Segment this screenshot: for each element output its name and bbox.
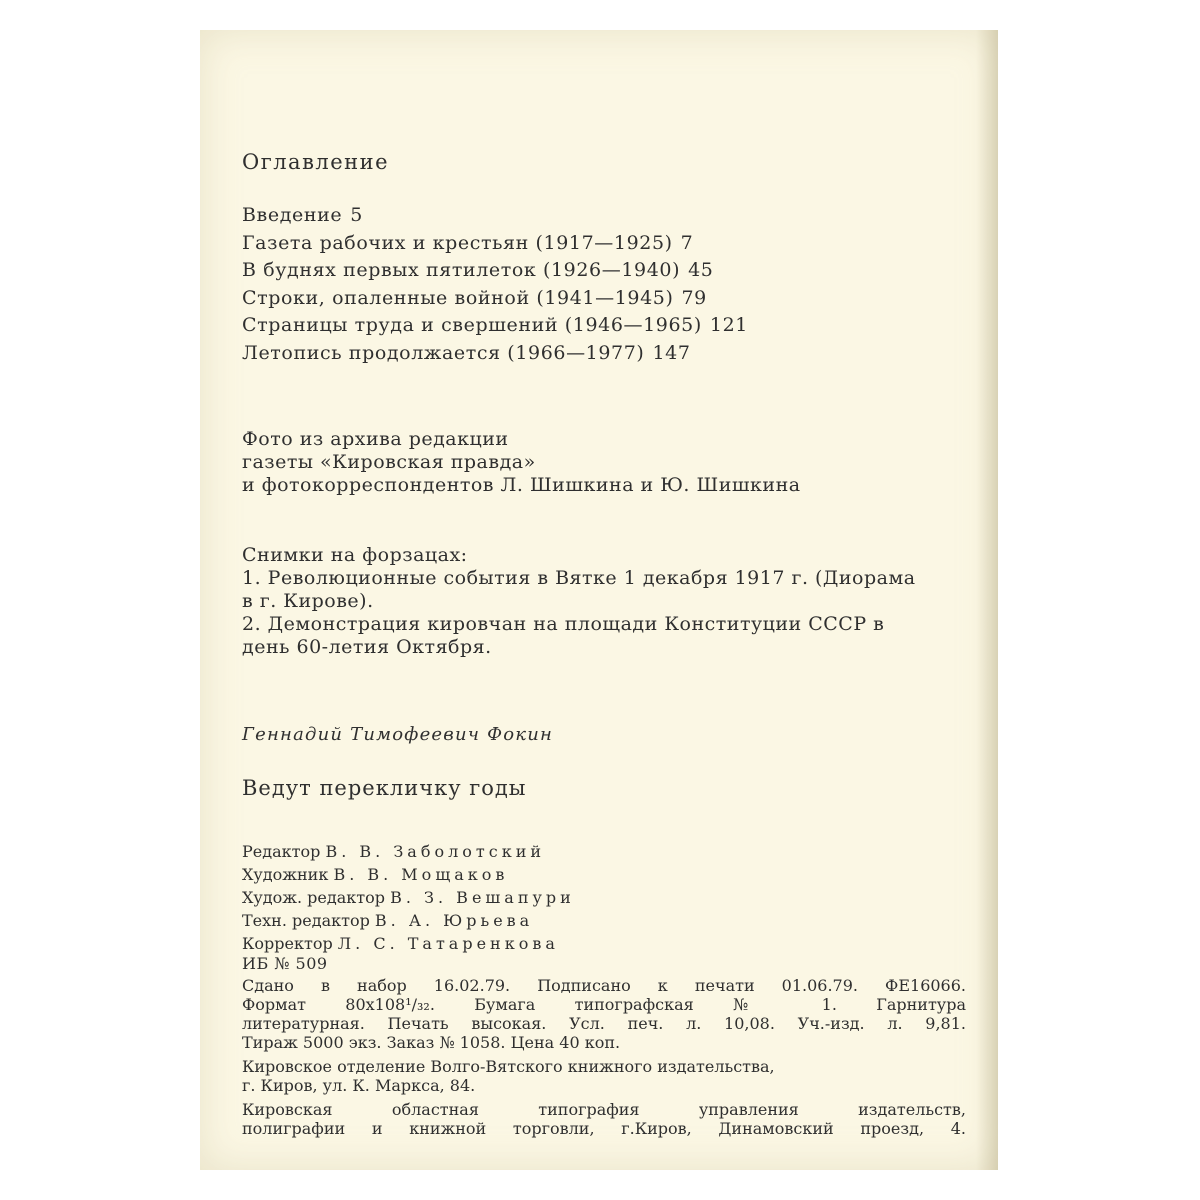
endpaper-line: 2. Демонстрация кировчан на площади Конституции СССР в — [242, 613, 885, 635]
credits-line: газеты «Кировская правда» — [242, 451, 536, 473]
imprint-line: Сдано в набор 16.02.79. Подписано к печати 01.06.79. ФЕ16066. — [242, 976, 966, 995]
toc-item — [242, 230, 748, 258]
printer-line: полиграфии и книжной торговли, г.Киров, Динамовский проезд, 4. — [242, 1119, 966, 1138]
toc-item-label: Страницы труда и свершений (1946—1965) — [242, 314, 702, 336]
staff-list — [242, 840, 942, 955]
table-of-contents — [242, 202, 748, 367]
staff-row — [242, 863, 942, 886]
imprint-line: Тираж 5000 экз. Заказ № 1058. Цена 40 коп. — [242, 1033, 621, 1052]
toc-item-label: Строки, опаленные войной (1941—1945) — [242, 286, 674, 309]
endpaper-line: день 60-летия Октября. — [242, 636, 492, 658]
staff-name: Л. С. Татаренкова — [337, 934, 559, 953]
credits-line: Фото из архива редакции — [242, 428, 509, 450]
toc-item — [242, 340, 748, 368]
endpaper-line: 1. Революционные события в Вятке 1 декабря 1917 г. (Диорама — [242, 567, 916, 589]
toc-item-page: 5 — [350, 204, 363, 226]
toc-item-label: Введение — [242, 204, 343, 226]
staff-role: Редактор — [242, 842, 321, 861]
staff-row — [242, 840, 942, 863]
endpaper-captions — [242, 544, 967, 659]
publisher-line: г. Киров, ул. К. Маркса, 84. — [242, 1076, 476, 1095]
endpaper-heading: Снимки на форзацах: — [242, 544, 468, 566]
staff-row — [242, 909, 942, 932]
toc-item — [242, 312, 748, 340]
toc-item-label: Газета рабочих и крестьян (1917—1925) — [242, 231, 673, 254]
staff-role: Корректор — [242, 934, 333, 953]
imprint-line: Формат 80х108¹/₃₂. Бумага типографская № 1. Гарнитура — [242, 995, 966, 1014]
book-page — [200, 30, 998, 1170]
endpaper-line: в г. Кирове). — [242, 590, 374, 612]
toc-item — [242, 202, 748, 230]
staff-name: В. З. Вешапури — [390, 888, 575, 907]
credits-line: и фотокорреспондентов Л. Шишкина и Ю. Шишкина — [242, 474, 801, 496]
printer-line: Кировская областная типография управления издательств, — [242, 1100, 966, 1119]
toc-item-label: В буднях первых пятилеток (1926—1940) — [242, 259, 681, 281]
toc-item-page: 121 — [709, 314, 748, 336]
staff-role: Художник — [242, 865, 329, 884]
staff-row — [242, 932, 942, 955]
staff-role: Худож. редактор — [242, 888, 386, 907]
toc-item — [242, 285, 748, 313]
staff-role: Техн. редактор — [242, 911, 370, 930]
toc-title: Оглавление — [242, 150, 390, 174]
publisher-line: Кировское отделение Волго-Вятского книжного издательства, — [242, 1057, 775, 1076]
toc-item — [242, 257, 748, 285]
staff-name: В. В. Заболотский — [325, 842, 546, 861]
imprint-line: литературная. Печать высокая. Усл. печ. л. 10,08. Уч.-изд. л. 9,81. — [242, 1014, 966, 1033]
staff-name: В. В. Мощаков — [333, 865, 509, 884]
toc-item-label: Летопись продолжается (1966—1977) — [242, 341, 645, 364]
toc-item-page: 7 — [680, 231, 694, 254]
photo-credits — [242, 428, 801, 497]
toc-item-page: 147 — [652, 341, 691, 364]
author-name: Геннадий Тимофеевич Фокин — [242, 724, 554, 745]
toc-item-page: 79 — [681, 286, 707, 309]
staff-name: В. А. Юрьева — [374, 911, 534, 930]
staff-row — [242, 886, 942, 909]
book-title: Ведут перекличку годы — [242, 776, 527, 800]
ib-number: ИБ № 509 — [242, 954, 328, 973]
imprint — [242, 976, 966, 1138]
toc-item-page: 45 — [688, 259, 714, 281]
